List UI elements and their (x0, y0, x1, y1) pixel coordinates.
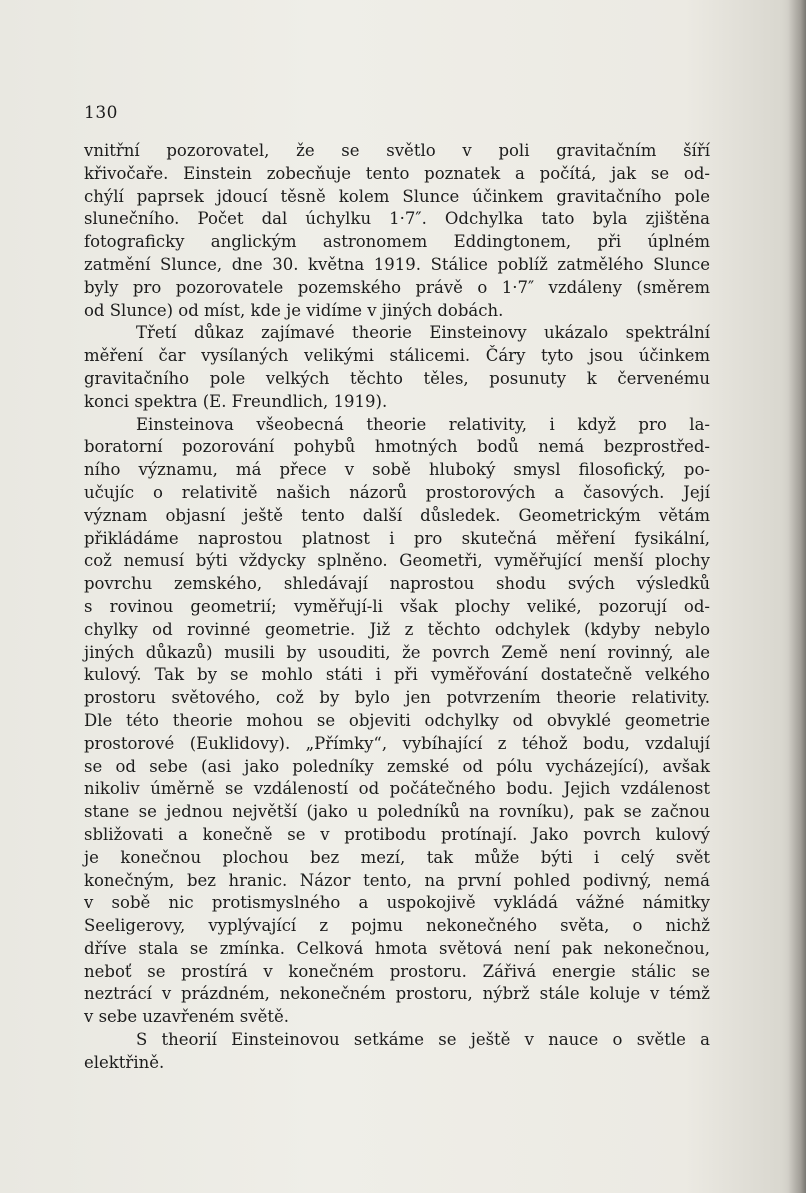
text-line: od Slunce) od míst, kde je vidíme v jiných dobách. (84, 300, 504, 320)
text-line: neboť se prostírá v konečném prostoru. Zářivá energie stálic se (84, 961, 710, 981)
text-line: jiných důkazů) musili by usouditi, že povrch Země není rovinný, ale (84, 642, 710, 662)
text-line: v sebe uzavřeném světě. (84, 1007, 289, 1027)
page-number: 130 (84, 103, 118, 123)
text-line: Třetí důkaz zajímavé theorie Einsteinovy ukázalo spektrální (136, 323, 710, 343)
text-line: fotograficky anglickým astronomem Eddingtonem, při úplném (84, 232, 710, 252)
text-line: stane se jednou největší (jako u poledníků na rovníku), pak se začnou (84, 802, 710, 822)
text-line: což nemusí býti vždycky splněno. Geometři, vyměřující menší plochy (84, 551, 710, 571)
text-line: význam objasní ještě tento další důsledek. Geometrickým větám (84, 505, 710, 525)
text-line: neztrácí v prázdném, nekonečném prostoru, nýbrž stále koluje v témž (84, 984, 710, 1004)
body-text (84, 140, 710, 1075)
text-line: prostoru světového, což by bylo jen potvrzením theorie relativity. (84, 688, 710, 708)
text-line: byly pro pozorovatele pozemského právě o 1·7″ vzdáleny (směrem (84, 277, 710, 297)
text-line: Einsteinova všeobecná theorie relativity, i když pro la- (136, 414, 710, 434)
text-line: kulový. Tak by se mohlo státi i při vyměřování dostatečně velkého (84, 665, 710, 685)
text-line: je konečnou plochou bez mezí, tak může býti i celý svět (84, 847, 710, 867)
text-line: slunečního. Počet dal úchylku 1·7″. Odchylka tato byla zjištěna (84, 209, 710, 229)
text-line: elektřině. (84, 1052, 165, 1072)
text-line: dříve stala se zmínka. Celková hmota světová není pak nekonečnou, (84, 938, 710, 958)
text-line: učujíc o relativitě našich názorů prostorových a časových. Její (84, 482, 710, 502)
text-line: se od sebe (asi jako poledníky zemské od pólu vycházející), avšak (84, 756, 710, 776)
text-line: sbližovati a konečně se v protibodu protínají. Jako povrch kulový (84, 824, 710, 844)
text-line: v sobě nic protismyslného a uspokojivě vykládá vážné námitky (84, 893, 710, 913)
text-line: vnitřní pozorovatel, že se světlo v poli gravitačním šíří (84, 141, 710, 160)
text-line: s rovinou geometrií; vyměřují-li však plochy veliké, pozorují od- (84, 596, 710, 616)
text-line: Seeligerovy, vyplývající z pojmu nekonečného světa, o nichž (84, 916, 710, 936)
text-line: chýlí paprsek jdoucí těsně kolem Slunce účinkem gravitačního pole (84, 186, 710, 206)
text-line: křivočaře. Einstein zobecňuje tento poznatek a počítá, jak se od- (84, 163, 710, 183)
text-line: boratorní pozorování pohybů hmotných bodů nemá bezprostřed- (84, 437, 710, 457)
text-line: zatmění Slunce, dne 30. května 1919. Stálice poblíž zatmělého Slunce (84, 254, 710, 274)
text-line: gravitačního pole velkých těchto těles, posunuty k červenému (84, 368, 710, 388)
page-gutter-shadow (788, 0, 806, 1193)
text-line: Dle této theorie mohou se objeviti odchylky od obvyklé geometrie (84, 710, 710, 730)
text-line: S theorií Einsteinovou setkáme se ještě v nauce o světle a (136, 1030, 710, 1050)
text-line: ního významu, má přece v sobě hluboký smysl filosofický, po- (84, 460, 710, 480)
text-line: konečným, bez hranic. Názor tento, na první pohled podivný, nemá (84, 870, 710, 890)
text-line: nikoliv úměrně se vzdáleností od počátečného bodu. Jejich vzdálenost (84, 779, 710, 799)
text-line: přikládáme naprostou platnost i pro skutečná měření fysikální, (84, 528, 710, 548)
text-line: konci spektra (E. Freundlich, 1919). (84, 391, 388, 411)
text-line: měření čar vysílaných velikými stálicemi. Čáry tyto jsou účinkem (84, 346, 710, 366)
text-line: chylky od rovinné geometrie. Již z těchto odchylek (kdyby nebylo (84, 619, 710, 639)
text-line: prostorové (Euklidovy). „Přímky“, vybíhající z téhož bodu, vzdalují (84, 733, 710, 753)
text-line: povrchu zemského, shledávají naprostou shodu svých výsledků (84, 574, 710, 594)
